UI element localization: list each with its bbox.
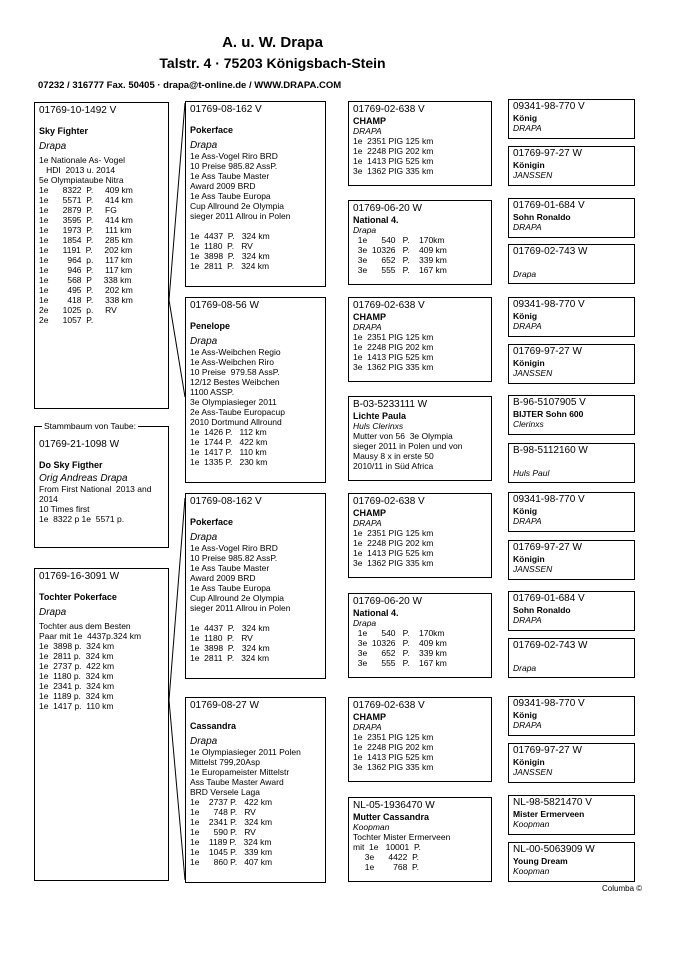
sire-dam-card[interactable]	[185, 697, 326, 883]
achievements	[353, 332, 487, 372]
great-grandparent-card[interactable]	[508, 795, 635, 835]
achievement-line: 1e 1180 p. 324 km	[39, 671, 114, 681]
breeder: Koopman	[513, 819, 550, 829]
achievement-line: 1e 568 P 338 km	[39, 275, 132, 285]
achievement-line: 1e 964 p. 117 km	[39, 255, 133, 265]
pigeon-name: Mister Ermerveen	[513, 809, 585, 819]
achievement-line: 1e 8322 P. 409 km	[39, 185, 133, 195]
breeder: JANSSEN	[513, 368, 553, 378]
achievement-line: 1e 2351 PIG 125 km	[353, 528, 434, 538]
ring-number: 01769-02-638 V	[353, 104, 425, 115]
achievement-line: sieger 2011 Allrou in Polen	[190, 603, 291, 613]
ring-number: 01769-97-27 W	[513, 346, 582, 357]
ring-number: B-03-5233111 W	[353, 399, 428, 410]
achievement-line: 1100 ASSP.	[190, 387, 235, 397]
achievement-line: 1e 748 P. RV	[190, 807, 256, 817]
great-grandparent-card[interactable]	[508, 638, 635, 678]
breeder: Drapa	[190, 336, 218, 347]
achievement-line: 1e 2351 PIG 125 km	[353, 136, 434, 146]
achievement-line: Award 2009 BRD	[190, 181, 256, 191]
breeder: JANSSEN	[513, 564, 553, 574]
achievement-line: HDI 2013 u. 2014	[39, 165, 116, 175]
breeder: DRAPA	[513, 615, 542, 625]
achievements	[353, 235, 487, 275]
achievement-line: 1e 1180 P. RV	[190, 241, 253, 251]
great-grandparent-card[interactable]	[508, 344, 635, 384]
achievement-line: Mittelst 799,20Asp	[190, 757, 260, 767]
achievement-line: 1e 1417 P. 110 km	[190, 447, 267, 457]
achievement-line: 1e 2351 PIG 125 km	[353, 732, 434, 742]
achievement-line: 1e 1335 P. 230 km	[190, 457, 268, 467]
achievement-line: 2e 1025 p. RV	[39, 305, 117, 315]
pigeon-name: CHAMP	[353, 712, 386, 722]
pigeon-name: Sky Fighter	[39, 126, 89, 136]
achievement-line: 1e 540 P. 170km	[353, 628, 445, 638]
grandparent-card[interactable]	[348, 297, 492, 382]
great-grandparent-card[interactable]	[508, 146, 635, 186]
achievement-line: 1e 2341 p. 324 km	[39, 681, 115, 691]
achievement-line: 1e Ass Taube Europa	[190, 583, 271, 593]
grandparent-card[interactable]	[348, 396, 492, 481]
pigeon-name: Do Sky Figther	[39, 460, 103, 470]
achievements	[190, 747, 321, 867]
pigeon-name: Königin	[513, 358, 545, 368]
ring-number: 09341-98-770 V	[513, 494, 585, 505]
achievement-line: 3e 1362 PIG 335 km	[353, 362, 434, 372]
footer-credit: Columba ©	[602, 884, 643, 893]
achievement-line: 1e 5571 P. 414 km	[39, 195, 133, 205]
breeder: Drapa	[513, 663, 537, 673]
achievement-line: 1e 1426 P. 112 km	[190, 427, 267, 437]
grandparent-card[interactable]	[348, 200, 492, 285]
achievement-line: Award 2009 BRD	[190, 573, 256, 583]
breeder-name: A. u. W. Drapa	[222, 34, 323, 51]
achievements	[190, 347, 321, 467]
pigeon-name: Tochter Pokerface	[39, 592, 117, 602]
achievement-line: 3e 652 P. 339 km	[353, 648, 447, 658]
ring-number: 09341-98-770 V	[513, 698, 585, 709]
great-grandparent-card[interactable]	[508, 492, 635, 532]
great-grandparent-card[interactable]	[508, 99, 635, 139]
breeder: Drapa	[353, 618, 377, 628]
achievement-line: 1e 2811 P. 324 km	[190, 653, 270, 663]
grandparent-card[interactable]	[348, 493, 492, 578]
grandparent-card[interactable]	[348, 101, 492, 186]
pigeon-name: CHAMP	[353, 116, 386, 126]
achievement-line: 1e Olympiasieger 2011 Polen	[190, 747, 301, 757]
breeder: Koopman	[353, 822, 390, 832]
achievement-line: Mutter von 56 3e Olympia	[353, 431, 453, 441]
achievement-line: 1e 2737 P. 422 km	[190, 797, 273, 807]
breeder: DRAPA	[353, 322, 382, 332]
connector-line	[169, 103, 185, 300]
ring-number: 01769-02-638 V	[353, 496, 425, 507]
achievement-line: Cup Allround 2e Olympia	[190, 593, 285, 603]
achievement-line: 1e Ass-Vogel Riro BRD	[190, 151, 278, 161]
pigeon-name: König	[513, 311, 538, 321]
achievement-line: 1e 2248 PIG 202 km	[353, 742, 434, 752]
pigeon-name: König	[513, 506, 538, 516]
achievement-line: 1e 1045 P. 339 km	[190, 847, 273, 857]
achievement-line: 2014	[39, 494, 58, 504]
achievement-line: From First National 2013 and	[39, 484, 152, 494]
grandparent-card[interactable]	[348, 697, 492, 782]
achievement-line: 2e 1057 P.	[39, 315, 94, 325]
achievements	[39, 484, 164, 524]
achievement-line: 1e Ass Taube Europa	[190, 191, 271, 201]
achievement-line: 1e 1413 PIG 525 km	[353, 352, 434, 362]
achievement-line: 1e 3898 P. 324 km	[190, 251, 270, 261]
breeder: Orig Andreas Drapa	[39, 473, 128, 484]
achievement-line: sieger 2011 in Polen und von	[353, 441, 463, 451]
ring-number: 01769-02-638 V	[353, 300, 425, 311]
ring-number: 01769-08-162 V	[190, 104, 262, 115]
achievements	[190, 543, 321, 663]
breeder: Drapa	[513, 269, 537, 279]
achievement-line: 1e 2811 P. 324 km	[190, 261, 270, 271]
achievement-line: 1e Europameister Mittelstr	[190, 767, 290, 777]
achievements	[39, 155, 164, 325]
achievement-line	[190, 613, 321, 623]
ring-number: 01769-02-743 W	[513, 640, 588, 651]
ring-number: 01769-06-20 W	[353, 203, 422, 214]
achievement-line: 1e 4437 P. 324 km	[190, 623, 270, 633]
achievement-line: 1e 1191 P. 202 km	[39, 245, 133, 255]
sire-dam-card[interactable]	[185, 297, 326, 483]
ring-number: 01769-16-3091 W	[39, 571, 120, 582]
pigeon-name: BIJTER Sohn 600	[513, 409, 584, 419]
pigeon-name: Cassandra	[190, 721, 237, 731]
great-grandparent-card[interactable]	[508, 244, 635, 284]
achievements	[353, 528, 487, 568]
achievement-line: 1e 2737 p. 422 km	[39, 661, 115, 671]
achievement-line: 1e Nationale As- Vogel	[39, 155, 126, 165]
achievement-line: Ass Taube Master Award	[190, 777, 284, 787]
ring-number: 01769-10-1492 V	[39, 105, 117, 116]
achievements	[353, 732, 487, 772]
achievement-line: 10 Preise 985.82 AssP.	[190, 161, 278, 171]
achievement-line: 3e 555 P. 167 km	[353, 265, 447, 275]
achievement-line: 1e 8322 p 1e 5571 p.	[39, 514, 125, 524]
pigeon-name: Pokerface	[190, 125, 234, 135]
pigeon-name: National 4.	[353, 215, 399, 225]
achievement-line: 1e 3898 P. 324 km	[190, 643, 270, 653]
achievement-line: 1e 1973 P. 111 km	[39, 225, 132, 235]
ring-number: 01769-21-1098 W	[39, 439, 120, 450]
achievement-line: 2010 Dortmund Allround	[190, 417, 282, 427]
achievement-line: 2010/11 in Süd Africa	[353, 461, 434, 471]
achievement-line: 10 Times first	[39, 504, 90, 514]
ring-number: B-98-5112160 W	[513, 445, 588, 456]
pigeon-name: Mutter Cassandra	[353, 812, 430, 822]
achievement-line: 1e 1413 PIG 525 km	[353, 548, 434, 558]
sire-dam-card[interactable]	[185, 493, 326, 679]
ring-number: 01769-08-162 V	[190, 496, 262, 507]
achievement-line: 1e 860 P. 407 km	[190, 857, 273, 867]
breeder: Drapa	[190, 532, 218, 543]
tochter-card[interactable]	[34, 568, 169, 881]
achievement-line: 1e 1744 P. 422 km	[190, 437, 268, 447]
great-grandparent-card[interactable]	[508, 198, 635, 238]
breeder: JANSSEN	[513, 767, 553, 777]
achievement-line: 1e 1180 P. RV	[190, 633, 253, 643]
breeder: Huls Clerinxs	[353, 421, 404, 431]
breeder: DRAPA	[513, 720, 542, 730]
achievements	[39, 621, 164, 711]
ring-number: 01769-97-27 W	[513, 542, 582, 553]
achievement-line: 1e 2248 PIG 202 km	[353, 146, 434, 156]
breeder: DRAPA	[353, 722, 382, 732]
pigeon-name: Königin	[513, 757, 545, 767]
achievement-line: 1e 1417 p. 110 km	[39, 701, 114, 711]
breeder: Clerinxs	[513, 419, 544, 429]
achievement-line: 1e 2351 PIG 125 km	[353, 332, 434, 342]
achievement-line: 1e Ass Taube Master	[190, 563, 270, 573]
ring-number: 01769-02-638 V	[353, 700, 425, 711]
connector-line	[169, 700, 185, 880]
breeder: Drapa	[190, 736, 218, 747]
achievement-line: 1e Ass-Weibchen Riro	[190, 357, 274, 367]
great-grandparent-card[interactable]	[508, 540, 635, 580]
breeder-address: Talstr. 4 · 75203 Königsbach-Stein	[159, 55, 386, 71]
pigeon-name: Sohn Ronaldo	[513, 605, 571, 615]
pigeon-name: Königin	[513, 160, 545, 170]
ring-number: NL-05-1936470 W	[353, 800, 435, 811]
stammbaum-card[interactable]	[34, 426, 169, 548]
breeder: JANSSEN	[513, 170, 553, 180]
achievement-line: 1e 495 P. 202 km	[39, 285, 133, 295]
ring-number: 01769-97-27 W	[513, 745, 582, 756]
achievement-line: 1e 4437 P. 324 km	[190, 231, 270, 241]
achievement-line: 1e 1413 PIG 525 km	[353, 156, 434, 166]
achievement-line: 3e 1362 PIG 335 km	[353, 762, 434, 772]
ring-number: 01769-02-743 W	[513, 246, 588, 257]
breeder: Drapa	[190, 140, 218, 151]
achievement-line: 2e Ass-Taube Europacup	[190, 407, 285, 417]
pigeon-name: CHAMP	[353, 312, 386, 322]
achievement-line: mit 1e 10001 P.	[353, 842, 421, 852]
great-grandparent-card[interactable]	[508, 395, 635, 435]
subject-pigeon-card[interactable]	[34, 102, 169, 409]
pigeon-name: Pokerface	[190, 517, 234, 527]
achievements	[353, 832, 487, 872]
ring-number: 01769-01-684 V	[513, 200, 585, 211]
pigeon-name: Königin	[513, 554, 545, 564]
achievement-line: 1e Ass Taube Master	[190, 171, 270, 181]
pigeon-name: Sohn Ronaldo	[513, 212, 571, 222]
achievement-line: 1e 1854 P. 285 km	[39, 235, 133, 245]
breeder: Koopman	[513, 866, 550, 876]
achievement-line: 3e 555 P. 167 km	[353, 658, 447, 668]
achievement-line: 10 Preise 979.58 AssP.	[190, 367, 280, 377]
ring-number: 01769-97-27 W	[513, 148, 582, 159]
achievement-line: 1e 3595 P. 414 km	[39, 215, 133, 225]
grandparent-card[interactable]	[348, 593, 492, 678]
sire-dam-card[interactable]	[185, 101, 326, 287]
connector-line	[169, 498, 185, 700]
breeder: DRAPA	[353, 126, 382, 136]
achievement-line: 12/12 Bestes Weibchen	[190, 377, 280, 387]
achievement-line: Tochter Mister Ermerveen	[353, 832, 451, 842]
achievement-line: 3e 1362 PIG 335 km	[353, 558, 434, 568]
pigeon-name: König	[513, 710, 538, 720]
achievement-line: 1e 418 P. 338 km	[39, 295, 133, 305]
achievements	[353, 136, 487, 176]
connector-line	[169, 300, 185, 397]
breeder: DRAPA	[513, 516, 542, 526]
achievement-line: 1e 590 P. RV	[190, 827, 256, 837]
pigeon-name: Young Dream	[513, 856, 568, 866]
achievement-line: 3e Olympiasieger 2011	[190, 397, 277, 407]
achievement-line	[190, 221, 321, 231]
pigeon-name: National 4.	[353, 608, 399, 618]
ring-number: 01769-08-27 W	[190, 700, 259, 711]
great-grandparent-card[interactable]	[508, 297, 635, 337]
achievements	[353, 431, 487, 471]
great-grandparent-card[interactable]	[508, 743, 635, 783]
achievements	[190, 151, 321, 271]
achievement-line: 1e 2811 p. 324 km	[39, 651, 114, 661]
ring-number: NL-00-5063909 W	[513, 844, 595, 855]
achievements	[353, 628, 487, 668]
great-grandparent-card[interactable]	[508, 591, 635, 631]
breeder: DRAPA	[513, 222, 542, 232]
breeder: Drapa	[39, 141, 67, 152]
breeder: Drapa	[353, 225, 377, 235]
breeder: Drapa	[39, 607, 67, 618]
achievement-line: 1e 2341 P. 324 km	[190, 817, 273, 827]
achievement-line: 1e Ass-Weibchen Regio	[190, 347, 281, 357]
achievement-line: Cup Allround 2e Olympia	[190, 201, 285, 211]
ring-number: 01769-06-20 W	[353, 596, 422, 607]
ring-number: 01769-08-56 W	[190, 300, 259, 311]
achievement-line: 1e 3898 p. 324 km	[39, 641, 115, 651]
pigeon-name: CHAMP	[353, 508, 386, 518]
achievement-line: 5e Olympiataube Nitra	[39, 175, 124, 185]
breeder: Huls Paul	[513, 468, 550, 478]
achievement-line: 1e 2248 PIG 202 km	[353, 342, 434, 352]
achievement-line: 1e 946 P. 117 km	[39, 265, 133, 275]
grandparent-card[interactable]	[348, 797, 492, 882]
achievement-line: 10 Preise 985.82 AssP.	[190, 553, 278, 563]
achievement-line: 3e 10326 P. 409 km	[353, 245, 447, 255]
achievement-line: 1e 1189 P. 324 km	[190, 837, 272, 847]
achievement-line: Tochter aus dem Besten	[39, 621, 131, 631]
achievement-line: 1e 1189 p. 324 km	[39, 691, 114, 701]
achievement-line: 1e 768 P.	[353, 862, 419, 872]
ring-number: B-96-5107905 V	[513, 397, 586, 408]
achievement-line: sieger 2011 Allrou in Polen	[190, 211, 291, 221]
pigeon-name: Penelope	[190, 321, 231, 331]
pigeon-name: König	[513, 113, 538, 123]
pigeon-name: Lichte Paula	[353, 411, 407, 421]
achievement-line: 1e Ass-Vogel Riro BRD	[190, 543, 278, 553]
ring-number: 09341-98-770 V	[513, 299, 585, 310]
achievement-line: 1e 2248 PIG 202 km	[353, 538, 434, 548]
achievement-line: 1e 2879 P. FG	[39, 205, 117, 215]
achievement-line: 1e 1413 PIG 525 km	[353, 752, 434, 762]
achievement-line: 3e 4422 P.	[353, 852, 419, 862]
great-grandparent-card[interactable]	[508, 696, 635, 736]
achievement-line: BRD Versele Laga	[190, 787, 260, 797]
great-grandparent-card[interactable]	[508, 443, 635, 483]
breeder: DRAPA	[513, 321, 542, 331]
great-grandparent-card[interactable]	[508, 842, 635, 882]
achievement-line: 3e 10326 P. 409 km	[353, 638, 447, 648]
achievement-line: Paar mit 1e 4437p.324 km	[39, 631, 142, 641]
ring-number: 09341-98-770 V	[513, 101, 585, 112]
ring-number: 01769-01-684 V	[513, 593, 585, 604]
achievement-line: 1e 540 P. 170km	[353, 235, 445, 245]
ring-number: NL-98-5821470 V	[513, 797, 592, 808]
stammbaum-label: Stammbaum von Taube:	[44, 421, 136, 431]
achievement-line: Mausy 8 x in erste 50	[353, 451, 434, 461]
achievement-line: 3e 1362 PIG 335 km	[353, 166, 434, 176]
breeder-contact: 07232 / 316777 Fax. 50405 · drapa@t-online.de / WWW.DRAPA.COM	[38, 80, 342, 91]
breeder: DRAPA	[353, 518, 382, 528]
achievement-line: 3e 652 P. 339 km	[353, 255, 447, 265]
breeder: DRAPA	[513, 123, 542, 133]
